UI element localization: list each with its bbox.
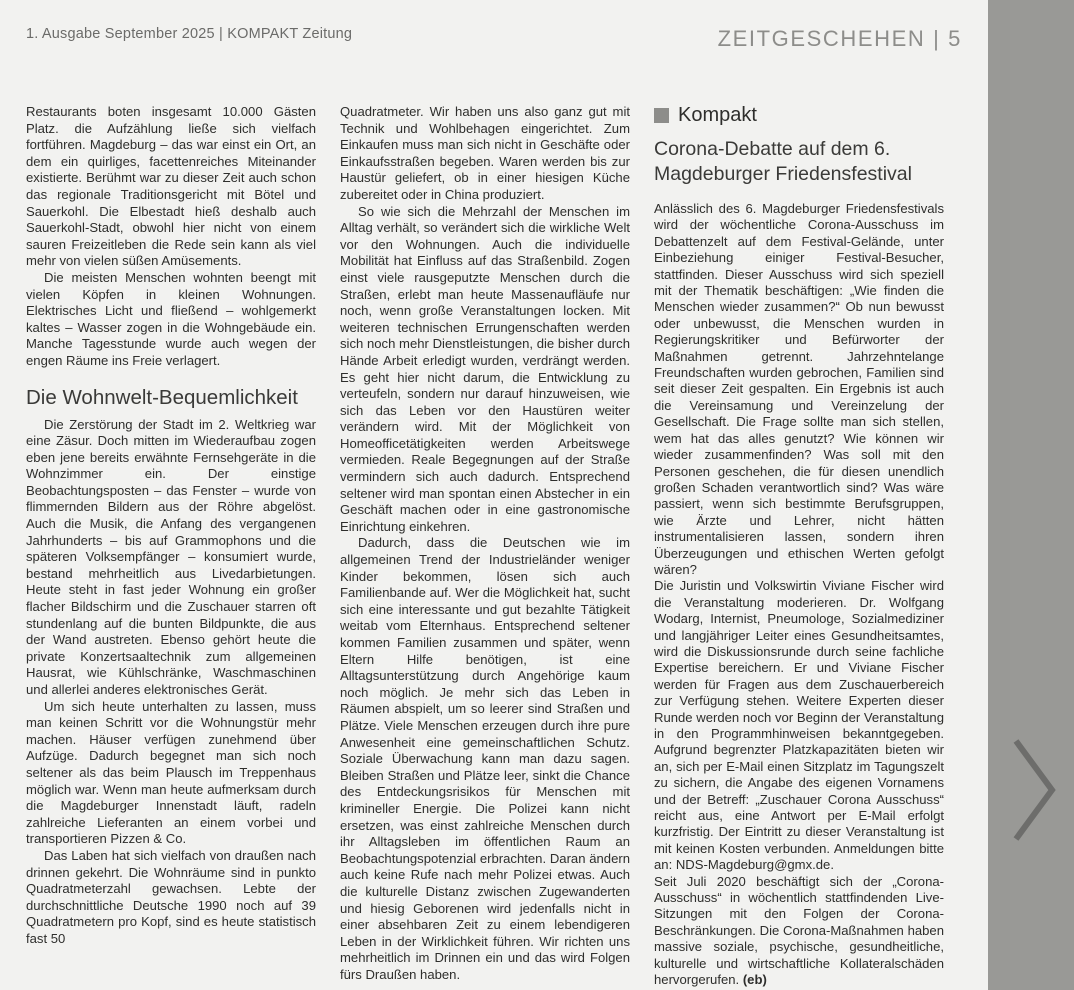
paragraph-text: Seit Juli 2020 beschäftigt sich der „Corona-Ausschuss“ in wöchentlich stattfindenden Live-Sitzungen mit den Folgen der Corona-Beschränkungen. Die Corona-Maßnahmen haben massive soziale, psychische, gesundheitliche, kulturelle und wirtschaftliche Kollateralschäden hervorgerufen. bbox=[654, 873, 944, 988]
paragraph: Dadurch, dass die Deutschen wie im allgemeinen Trend der Industrieländer weniger Kinder bekommen, lösen sich auch Familienbande auf. Wer die Möglichkeit hat, sucht sich eine interessante und gut bezahlte Tätigkeit weitab vom Elternhaus. Entsprechend seltener kommen Familien zusammen und später, wenn Eltern Hilfe benötigen, ist eine Alltagsunterstützung durch Angehörige kaum noch möglich. Je mehr sich das Leben in Räumen abspielt, um so leerer sind Straßen und Plätze. Viele Menschen erzeugen durch ihre pure Anwesenheit eine gemeinschaftlichen Schutz. Soziale Überwachung kann man dazu sagen. Bleiben Straßen und Plätze leer, sinkt die Chance des Entdeckungsrisikos für Menschen mit krimineller Energie. Die Polizei kann nicht ersetzen, was einst zahlreiche Menschen durch ihr Alltagsleben im öffentlichen Raum an Beobachtungspotenzial erbrachten. Daran ändern auch keine Rufe nach mehr Polizei etwas. Auch die kulturelle Distanz zwischen Zugewanderten und hiesig Geborenen wird jedenfalls nicht in einer absehbaren Zeit zu einem lebendigeren Leben in der Wirklichkeit führen. Wir richten uns mehrheitlich im Drinnen ein und das wird Folgen fürs Draußen haben. bbox=[340, 535, 630, 982]
paragraph-with-signature bbox=[654, 874, 944, 989]
next-page-arrow-icon[interactable] bbox=[1008, 735, 1060, 845]
article-columns bbox=[26, 104, 944, 988]
paragraph: Das Laben hat sich vielfach von draußen nach drinnen gekehrt. Die Wohnräume sind in punkto Quadratmeterzahl gewachsen. Lebte der durchschnittliche Deutsche 1990 noch auf 39 Quadratmetern pro Kopf, sind es heute statistisch fast 50 bbox=[26, 847, 316, 946]
kompakt-header bbox=[654, 104, 944, 127]
issue-info: 1. Ausgabe September 2025 | KOMPAKT Zeitung bbox=[26, 26, 353, 42]
article-heading: Die Wohnwelt-Bequemlichkeit bbox=[26, 385, 298, 409]
square-bullet-icon bbox=[654, 108, 669, 123]
paragraph: Die Juristin und Volkswirtin Viviane Fischer wird die Veranstaltung moderieren. Dr. Wolfgang Wodarg, Internist, Pneumologe, Sozialmediziner und langjähriger Leiter eines Gesundheitsamtes, wird die Diskussionsrunde durch seine fachliche Expertise bereichern. Er und Viviane Fischer werden für Fragen aus dem Zuschauerbereich zur Verfügung stehen. Weitere Experten dieser Runde werden noch vor Beginn der Veranstaltung in den Programmhinweisen bekanntgegeben. Aufgrund begrenzter Platzkapazitäten bieten wir an, sich per E-Mail einen Sitzplatz im Tagungszelt zu sichern, die Angabe des eigenen Vornamens und der Betreff: „Zuschauer Corona Ausschuss“ reicht aus, eine Antwort per E-Mail erfolgt kurzfristig. Der Eintritt zu dieser Veranstaltung ist mit keinen Kosten verbunden. Anmeldungen bitte an: NDS-Magdeburg@gmx.de. bbox=[654, 578, 944, 873]
paragraph: Um sich heute unterhalten zu lassen, muss man keinen Schritt vor die Wohnungstür mehr machen. Häuser verfügen zunehmend über Aufzüge. Dadurch begegnet man sich noch seltener als das beim Plausch im Treppenhaus möglich war. Wenn man heute aufmerksam durch die Magdeburger Innenstadt läuft, radeln zahlreiche Lieferanten an einem vorbei und transportieren Pizzen & Co. bbox=[26, 698, 316, 847]
column-1 bbox=[26, 104, 316, 972]
column-3 bbox=[654, 104, 944, 988]
paragraph: Die Zerstörung der Stadt im 2. Weltkrieg war eine Zäsur. Doch mitten im Wiederaufbau zogen eben jene bereits erwähnte Fernsehgeräte in die Wohnzimmer ein. Der einstige Beobachtungsposten – das Fenster – wurde von flimmernden Bildern aus der Röhre abgelöst. Auch die Musik, die Anfang des vergangenen Jahrhunderts – bis auf Grammophons und die späteren Volksempfänger – konsumiert wurde, bestand mehrheitlich aus Livedarbietungen. Heute steht in fast jeder Wohnung ein großer flacher Bildschirm und die Zuschauer starren oft stundenlang auf die bunten Bildpunkte, die aus der Wand austreten. Ebenso gehört heute die private Konzertsaaltechnik zum allgemeinen Hausrat, wie Kühlschränke, Waschmaschinen und allerlei anderes elektronisches Gerät. bbox=[26, 416, 316, 697]
paragraph: Anlässlich des 6. Magdeburger Friedensfestivals wird der wöchentliche Corona-Ausschuss im Debattenzelt auf dem Festival-Gelände, unter Einbeziehung einiger Festival-Besucher, stattfinden. Dieser Ausschuss wird sich speziell mit der Thematik beschäftigen: „Wie finden die Menschen wieder zusammen?“ Ob nun bewusst oder unbewusst, die Menschen wurden in Regierungskritiker und Befürworter der Maßnahmen getrennt. Jahrzehntelange Freundschaften wurden gebrochen, Familien sind seit dieser Zeit gespalten. Ein Ergebnis ist auch die Vereinsamung und Vereinzelung der Gesellschaft. Die Frage sollte man sich stellen, wem hat das alles genutzt? Wie können wir wieder zusammenfinden? Was soll mit den Personen geschehen, die für diesen unendlich großen Schaden verantwortlich sind? Was wäre passiert, wenn sich bestimmte Berufsgruppen, wie Ärzte und Lehrer, nicht hätten instrumentalisieren lassen, sondern ihren Überzeugungen und ethischen Werten gefolgt wären? bbox=[654, 201, 944, 577]
paragraph: So wie sich die Mehrzahl der Menschen im Alltag verhält, so verändert sich die wirkliche Welt vor den Wohnungen. Auch die individuelle Mobilität hat Einfluss auf das Straßenbild. Zogen einst viele rausgeputzte Menschen durch die Straßen, erlebt man heute Massenaufläufe nur noch, wenn große Veranstaltungen locken. Mit weiteren technischen Errungenschaften werden sich noch mehr Dienstleistungen, die bisher durch Hände Arbeit erledigt wurden, verdrängt werden. Es geht hier nicht darum, die Entwicklung zu verteufeln, sondern nur darauf hinzuweisen, wie sich das Leben vor den Haustüren weiter verändern wird. Mit der Möglichkeit von Homeofficetätigkeiten werden Arbeitswege vermieden. Reale Begegnungen auf der Straße vermindern sich auch dadurch. Entsprechend seltener wird man spontan einen Abstecher in ein Geschäft machen oder in eine gastronomische Einrichtung einkehren. bbox=[340, 203, 630, 534]
kompakt-label: Kompakt bbox=[678, 104, 757, 126]
author-signature: (eb) bbox=[742, 972, 767, 988]
section-title: ZEITGESCHEHEN | 5 bbox=[717, 26, 962, 51]
paragraph: Die meisten Menschen wohnten beengt mit vielen Köpfen in kleinen Wohnungen. Elektrisches Licht und fließend – wohlgemerkt kaltes – Wasser zogen in die Wohngebäude ein. Manche Tagesstunde wurde auch wegen der engen Räume ins Freie verlagert. bbox=[26, 269, 316, 368]
paragraph: Quadratmeter. Wir haben uns also ganz gut mit Technik und Wohlbehagen eingerichtet. Zum Einkaufen muss man sich nicht in Geschäfte oder Einkaufsstraßen begeben. Waren werden bis zur Haustür geliefert, ob in einer hiesigen Küche zubereitet oder in China produziert. bbox=[340, 104, 630, 202]
page-header bbox=[26, 26, 962, 68]
column-2 bbox=[340, 104, 630, 982]
paragraph: Restaurants boten insgesamt 10.000 Gästen Platz. die Aufzählung ließe sich vielfach fortführen. Magdeburg – das war einst ein Ort, an dem ein quirliges, facettenreiches Miteinander existierte. Berühmt war zu dieser Zeit auch schon das regionale Traditionsgericht mit Bötel und Sauerkohl. Die Elbestadt hieß deshalb auch Sauerkohl-Stadt, obwohl hier nicht von einem sauren Freizeitleben die Rede sein kann als viel mehr von vielen süßen Amüsements. bbox=[26, 104, 316, 269]
kompakt-subtitle: Corona-Debatte auf dem 6. Magdeburger Friedensfestival bbox=[654, 138, 912, 185]
